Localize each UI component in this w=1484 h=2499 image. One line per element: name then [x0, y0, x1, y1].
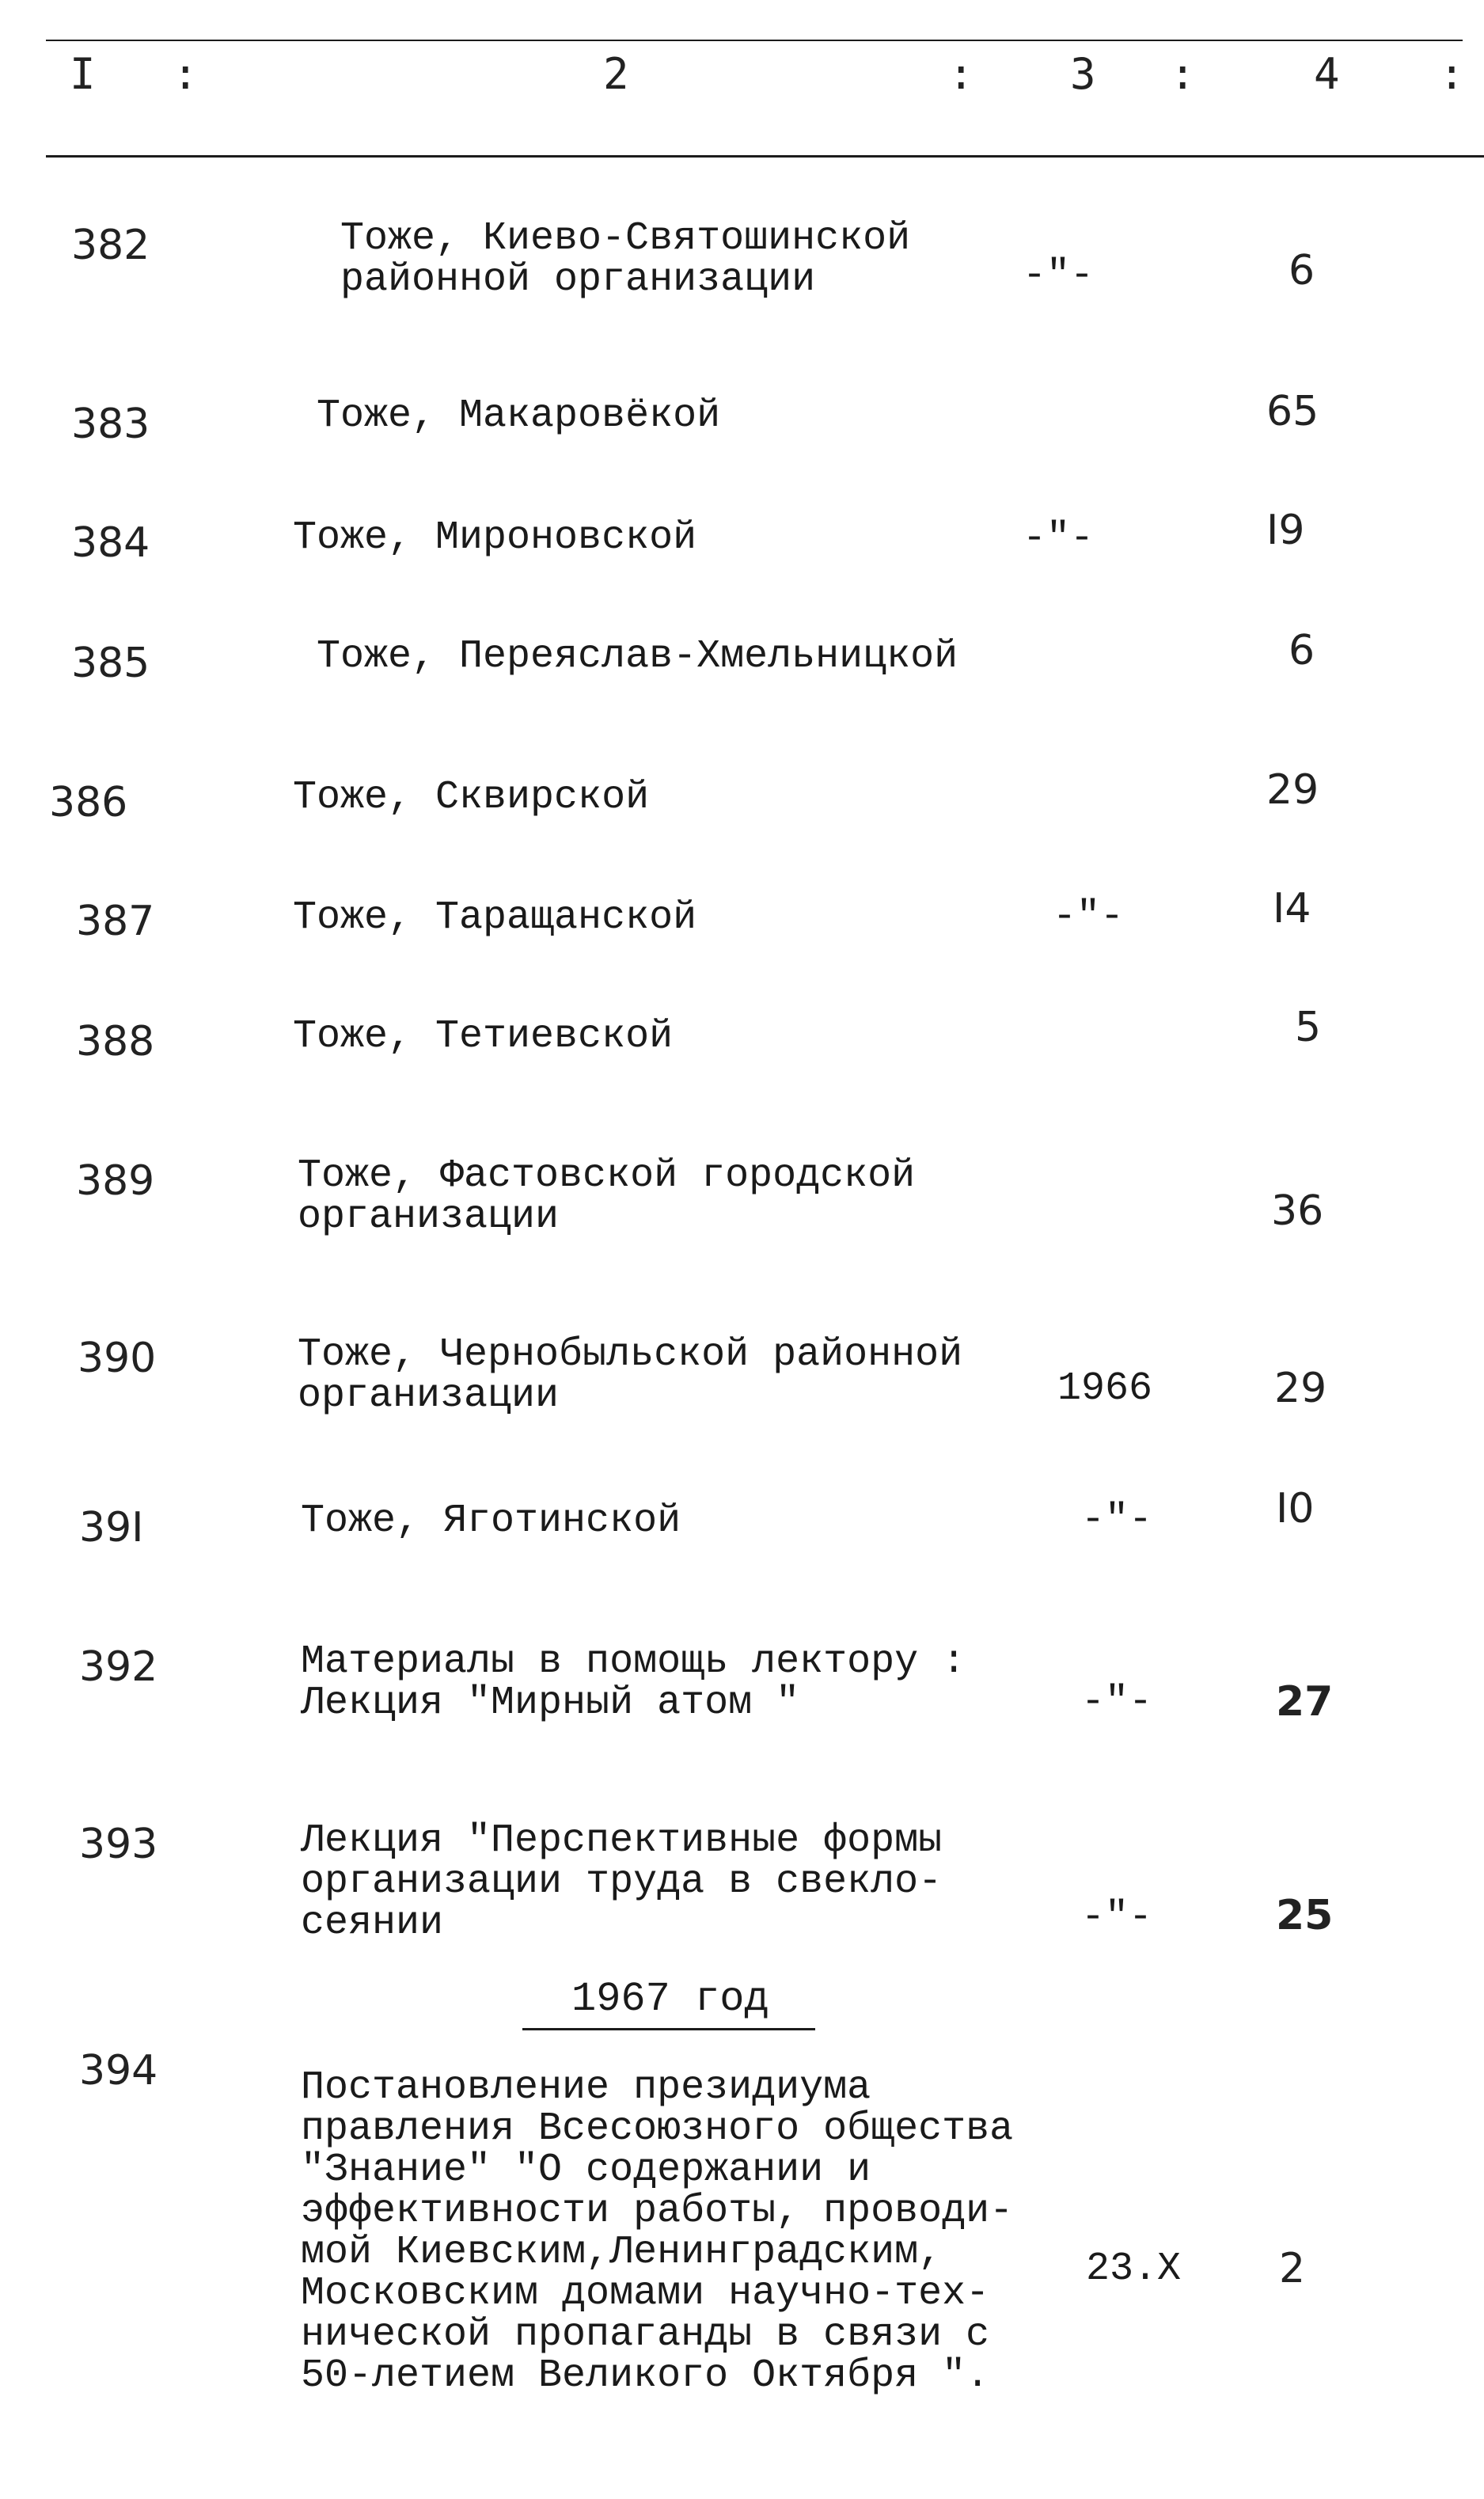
item-number: 383: [71, 401, 150, 448]
item-number: 382: [71, 222, 150, 269]
item-number: 393: [79, 1821, 158, 1868]
header-separator: :: [948, 49, 974, 99]
item-date: -"-: [1081, 1680, 1153, 1725]
item-description: Тоже, Сквирской: [293, 775, 650, 820]
item-number: 385: [71, 640, 150, 687]
item-number: 389: [76, 1157, 155, 1205]
item-description: Тоже, Таращанской: [293, 895, 697, 940]
header-rule: [46, 155, 1484, 158]
item-sheets: I9: [1266, 507, 1305, 554]
header-col-3: 3: [1070, 49, 1096, 99]
item-number: 386: [49, 779, 128, 826]
item-description: Тоже, Фастовской городской организации: [298, 1153, 916, 1240]
item-date: -"-: [1081, 1498, 1153, 1543]
item-number: 387: [76, 898, 155, 945]
item-number: 390: [78, 1335, 157, 1382]
header-col-1: I: [70, 49, 96, 99]
item-number: 39I: [79, 1504, 144, 1551]
header-col-4: 4: [1314, 49, 1340, 99]
item-sheets: I4: [1273, 885, 1311, 932]
item-description: Тоже, Яготинской: [301, 1498, 681, 1544]
item-sheets: 65: [1266, 388, 1319, 435]
item-description: Тоже, Мироновской: [293, 515, 697, 560]
item-description: Тоже, Киево-Святошинской районной организации: [340, 216, 911, 302]
section-year-heading: 1967 год: [571, 1976, 769, 2022]
item-description: Тоже, Макаровёкой: [317, 393, 721, 439]
item-number: 388: [76, 1018, 155, 1065]
item-sheets: 27: [1276, 1678, 1334, 1726]
item-sheets: I0: [1276, 1485, 1315, 1532]
item-sheets: 29: [1266, 766, 1319, 814]
item-sheets: 36: [1271, 1187, 1324, 1235]
item-description: Материалы в помощь лектору : Лекция "Мирный атом ": [301, 1639, 966, 1726]
item-date: -"-: [1081, 1895, 1153, 1940]
item-date: 23.X: [1086, 2246, 1182, 2292]
item-sheets: 5: [1295, 1004, 1322, 1051]
item-sheets: 25: [1276, 1892, 1334, 1939]
header-separator: :: [1439, 49, 1465, 99]
header-col-2: 2: [603, 49, 629, 99]
item-date: -"-: [1053, 894, 1125, 940]
item-number: 392: [79, 1643, 158, 1691]
item-number: 384: [71, 519, 150, 567]
header-separator: :: [1170, 49, 1196, 99]
item-date: -"-: [1023, 516, 1095, 561]
section-year-underline: [522, 2028, 815, 2030]
item-description: Лекция "Перспективные формы организации труда в свекло- сеянии: [301, 1818, 943, 1946]
item-sheets: 6: [1289, 247, 1315, 294]
item-description: Постановление президиума правления Всесоюзного общества "Знание" "О содержании и эффективности работы, проводи- мой Киевским,Ленинградским, Московским домами научно-тех- нической пропаганды в связи с 50-летием Великого Октября ".: [301, 2065, 1014, 2398]
item-description: Тоже, Чернобыльской районной организации: [298, 1332, 963, 1419]
top-rule: [46, 40, 1463, 41]
item-number: 394: [79, 2047, 158, 2095]
item-sheets: 6: [1289, 627, 1315, 674]
item-sheets: 2: [1279, 2245, 1306, 2292]
item-date: -"-: [1023, 253, 1095, 298]
header-separator: :: [173, 49, 199, 99]
item-date: 1966: [1057, 1366, 1153, 1411]
item-description: Тоже, Тетиевской: [293, 1014, 674, 1059]
item-description: Тоже, Переяслав-Хмельницкой: [317, 634, 958, 679]
item-sheets: 29: [1274, 1365, 1327, 1412]
